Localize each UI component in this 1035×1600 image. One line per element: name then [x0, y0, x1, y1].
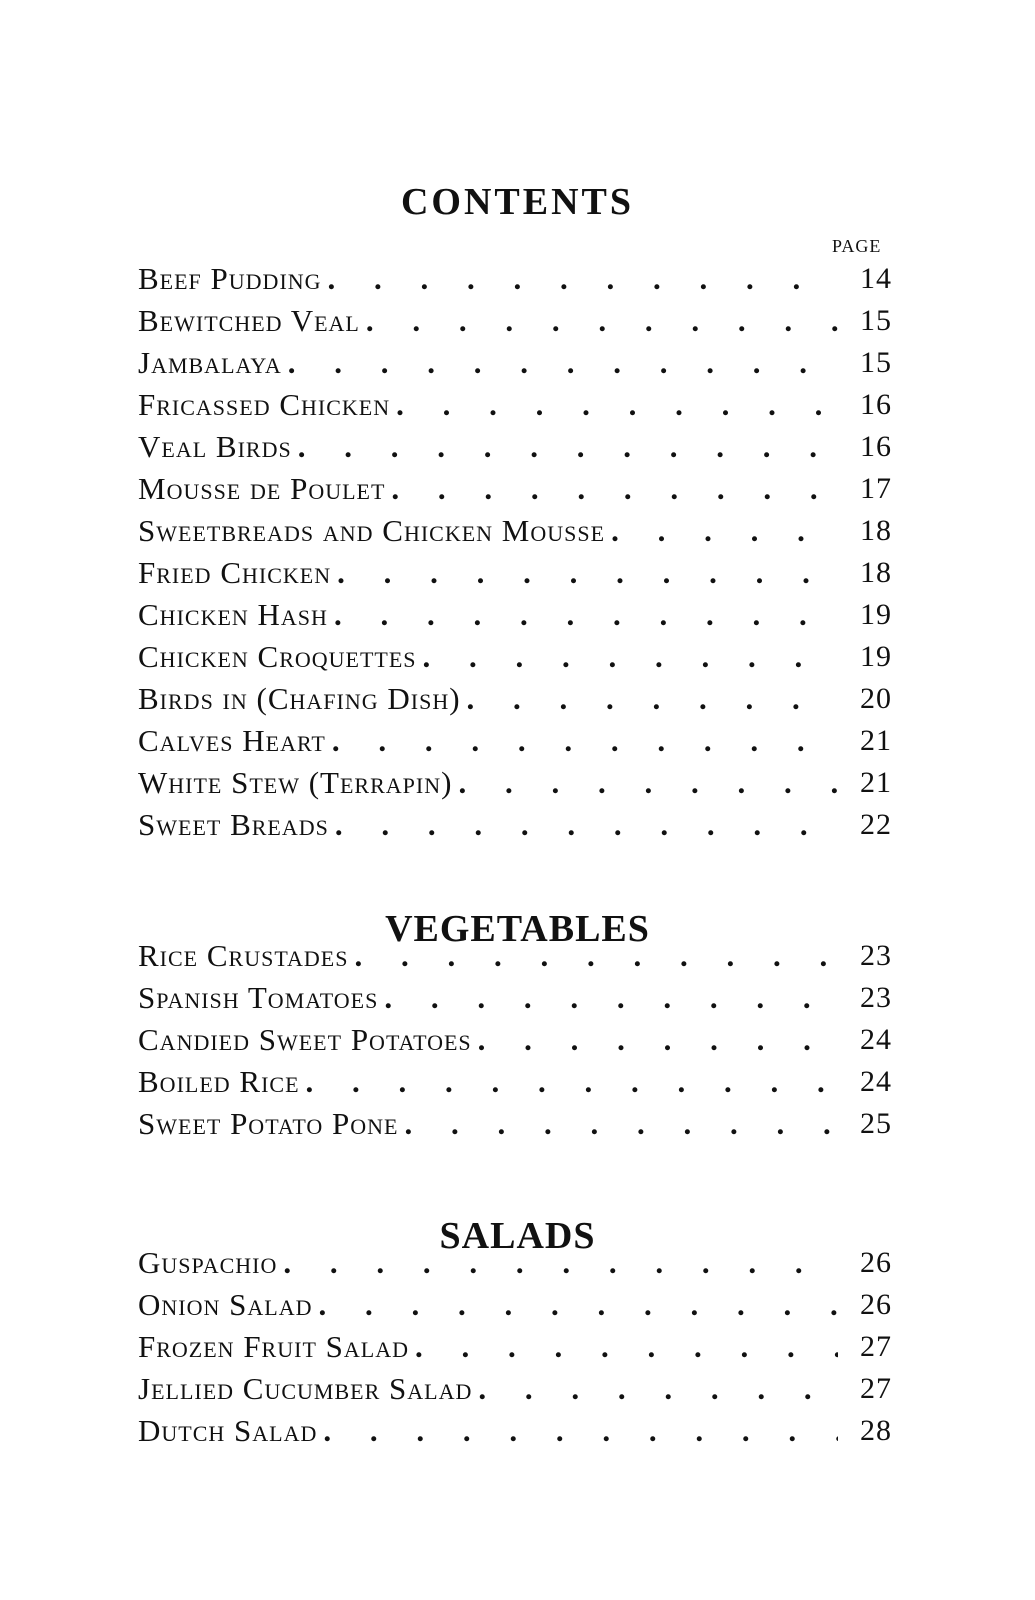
dot-leader: [283, 1245, 838, 1281]
entry-page-number: 26: [860, 1246, 892, 1279]
dot-leader: [478, 1022, 838, 1058]
dot-leader: [298, 429, 838, 465]
toc-entry: [138, 1242, 892, 1284]
entry-title: Boiled Rice: [138, 1064, 300, 1099]
toc-entry: [138, 300, 892, 342]
dot-leader: [328, 261, 838, 297]
toc-entry: [138, 1410, 892, 1452]
entry-title: White Stew (Terrapin): [138, 765, 453, 800]
entry-page-number: 18: [860, 514, 892, 547]
entry-title: Veal Birds: [138, 429, 292, 464]
dot-leader: [354, 938, 838, 974]
entry-title: Jambalaya: [138, 345, 282, 380]
entry-title: Sweet Breads: [138, 807, 329, 842]
salads-heading: SALADS: [439, 1214, 596, 1257]
dot-leader: [323, 1413, 838, 1449]
toc-entry: [138, 1103, 892, 1145]
entry-page-number: 15: [860, 304, 892, 337]
page-column-label: PAGE: [832, 236, 882, 256]
dot-leader: [391, 471, 838, 507]
entry-page-number: 24: [860, 1023, 892, 1056]
entry-page-number: 15: [860, 346, 892, 379]
entry-page-number: 14: [860, 262, 892, 295]
entry-page-number: 19: [860, 640, 892, 673]
entry-page-number: 16: [860, 388, 892, 421]
entry-page-number: 18: [860, 556, 892, 589]
toc-entry: [138, 594, 892, 636]
entry-title: Candied Sweet Potatoes: [138, 1022, 472, 1057]
contents-heading: CONTENTS: [400, 181, 635, 224]
entry-page-number: 22: [860, 808, 892, 841]
entry-page-number: 27: [860, 1372, 892, 1405]
entry-title: Chicken Hash: [138, 597, 328, 632]
toc-entry: [138, 636, 892, 678]
entry-page-number: 21: [860, 724, 892, 757]
dot-leader: [288, 345, 838, 381]
toc-entry: [138, 720, 892, 762]
entry-title: Onion Salad: [138, 1287, 313, 1322]
dot-leader: [306, 1064, 838, 1100]
toc-entry: [138, 342, 892, 384]
dot-leader: [478, 1371, 838, 1407]
toc-entry: [138, 1368, 892, 1410]
toc-entry: [138, 1061, 892, 1103]
toc-entry: [138, 678, 892, 720]
dot-leader: [337, 555, 838, 591]
entry-page-number: 21: [860, 766, 892, 799]
dot-leader: [415, 1329, 838, 1365]
entry-page-number: 17: [860, 472, 892, 505]
entry-page-number: 26: [860, 1288, 892, 1321]
toc-entry: [138, 977, 892, 1019]
entry-page-number: 23: [860, 981, 892, 1014]
entry-title: Fried Chicken: [138, 555, 332, 590]
entry-page-number: 23: [860, 939, 892, 972]
vegetables-list: [138, 935, 892, 1145]
entry-title: Sweetbreads and Chicken Mousse: [138, 513, 606, 548]
entry-title: Jellied Cucumber Salad: [138, 1371, 473, 1406]
entry-page-number: 20: [860, 682, 892, 715]
dot-leader: [423, 639, 838, 675]
toc-entry: [138, 935, 892, 977]
toc-entry: [138, 804, 892, 846]
entry-title: Rice Crustades: [138, 938, 349, 973]
dot-leader: [467, 681, 838, 717]
toc-entry: [138, 384, 892, 426]
entry-page-number: 16: [860, 430, 892, 463]
entry-page-number: 28: [860, 1414, 892, 1447]
toc-entry: [138, 1284, 892, 1326]
toc-entry: [138, 426, 892, 468]
entry-page-number: 19: [860, 598, 892, 631]
dot-leader: [366, 303, 838, 339]
dot-leader: [611, 513, 838, 549]
entry-page-number: 24: [860, 1065, 892, 1098]
entry-title: Sweet Potato Pone: [138, 1106, 399, 1141]
dot-leader: [384, 980, 838, 1016]
entry-title: Mousse de Poulet: [138, 471, 386, 506]
dot-leader: [396, 387, 838, 423]
entry-title: Birds in (Chafing Dish): [138, 681, 461, 716]
entry-title: Calves Heart: [138, 723, 326, 758]
dot-leader: [332, 723, 838, 759]
entry-title: Beef Pudding: [138, 261, 322, 296]
contents-list: [138, 258, 892, 846]
entry-title: Frozen Fruit Salad: [138, 1329, 409, 1364]
toc-entry: [138, 510, 892, 552]
dot-leader: [404, 1106, 838, 1142]
entry-title: Chicken Croquettes: [138, 639, 417, 674]
entry-title: Spanish Tomatoes: [138, 980, 379, 1015]
entry-title: Bewitched Veal: [138, 303, 360, 338]
entry-page-number: 27: [860, 1330, 892, 1363]
entry-title: Fricassed Chicken: [138, 387, 391, 422]
entry-page-number: 25: [860, 1107, 892, 1140]
toc-entry: [138, 258, 892, 300]
toc-entry: [138, 762, 892, 804]
entry-title: Dutch Salad: [138, 1413, 318, 1448]
dot-leader: [335, 807, 838, 843]
vegetables-heading: VEGETABLES: [385, 907, 650, 950]
dot-leader: [318, 1287, 838, 1323]
toc-entry: [138, 1019, 892, 1061]
entry-title: Guspachio: [138, 1245, 278, 1280]
toc-entry: [138, 552, 892, 594]
dot-leader: [334, 597, 838, 633]
salads-list: [138, 1242, 892, 1452]
toc-entry: [138, 468, 892, 510]
toc-entry: [138, 1326, 892, 1368]
dot-leader: [458, 765, 838, 801]
